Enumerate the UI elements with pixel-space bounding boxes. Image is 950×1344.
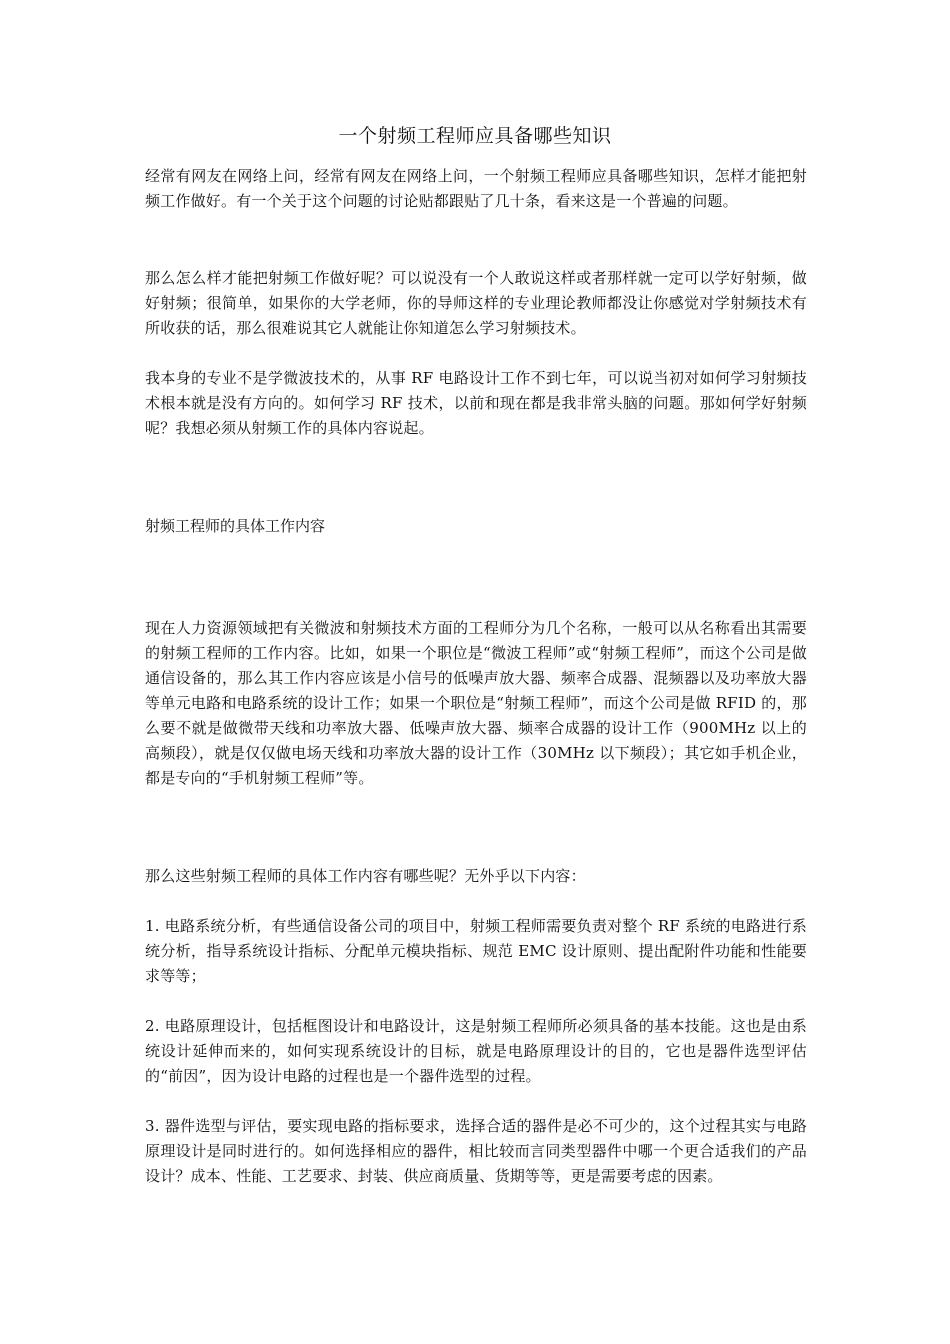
- list-item-system-analysis: 1. 电路系统分析，有些通信设备公司的项目中，射频工程师需要负责对整个 RF 系统的电路进行系统分析，指导系统设计指标、分配单元模块指标、规范 EMC 设计原则、提出配附件功能和性能要求等等；: [145, 917, 807, 985]
- list-item-component-selection: 3. 器件选型与评估，要实现电路的指标要求，选择合适的器件是必不可少的，这个过程其实与电路原理设计是同时进行的。如何选择相应的器件，相比较而言同类型器件中哪一个更合适我们的产品设计？成本、性能、工艺要求、封装、供应商质量、货期等等，更是需要考虑的因素。: [145, 1117, 807, 1185]
- paragraph-intro: 经常有网友在网络上问，经常有网友在网络上问，一个射频工程师应具备哪些知识，怎样才能把射频工作做好。有一个关于这个问题的讨论贴都跟贴了几十条，看来这是一个普遍的问题。: [145, 167, 807, 210]
- list-item-circuit-design: 2. 电路原理设计，包括框图设计和电路设计，这是射频工程师所必须具备的基本技能。这也是由系统设计延伸而来的，如何实现系统设计的目标，就是电路原理设计的目的，它也是器件选型评估的“前因”，因为设计电路的过程也是一个器件选型的过程。: [145, 1017, 807, 1085]
- document-title: 一个射频工程师应具备哪些知识: [338, 125, 612, 147]
- paragraph-job-titles: 现在人力资源领域把有关微波和射频技术方面的工程师分为几个名称，一般可以从名称看出其需要的射频工程师的工作内容。比如，如果一个职位是“微波工程师”或“射频工程师”，而这个公司是做通信设备的，那么其工作内容应该是小信号的低噪声放大器、频率合成器、混频器以及功率放大器等单元电路和电路系统的设计工作；如果一个职位是“射频工程师”，而这个公司是做 RFID 的，那么要不就是做微带天线和功率放大器、低噪声放大器、频率合成器的设计工作（900MHz 以上的高频段），就是仅仅做电场天线和功率放大器的设计工作（30MHz 以下频段）；其它如手机企业，都是专向的“手机射频工程师”等。: [145, 619, 807, 787]
- section-heading: 射频工程师的具体工作内容: [145, 517, 326, 535]
- paragraph-background: 我本身的专业不是学微波技术的，从事 RF 电路设计工作不到七年，可以说当初对如何学习射频技术根本就是没有方向的。如何学习 RF 技术，以前和现在都是我非常头脑的问题。那如何学好射频呢？我想必须从射频工作的具体内容说起。: [145, 369, 807, 437]
- paragraph-content-intro: 那么这些射频工程师的具体工作内容有哪些呢？无外乎以下内容：: [145, 867, 586, 885]
- paragraph-how-to: 那么怎么样才能把射频工作做好呢？可以说没有一个人敢说这样或者那样就一定可以学好射频，做好射频；很简单，如果你的大学老师，你的导师这样的专业理论教师都没让你感觉对学射频技术有所收获的话，那么很难说其它人就能让你知道怎么学习射频技术。: [145, 269, 807, 337]
